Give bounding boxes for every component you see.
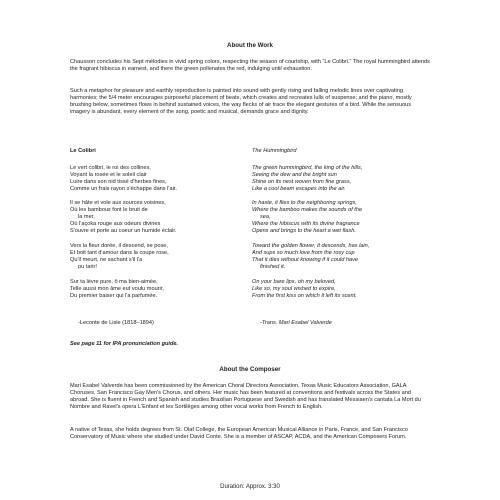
poem-english-title: The Hummingbird (252, 148, 297, 154)
poem-line: And sups so much love from the rosy cup (252, 250, 355, 257)
about-composer-paragraph-1: Mari Esabel Valverde has been commissioned by the American Choral Directors Association, Texas Music Educators Association, GALA Choruses, San Francisco Gay Men's Chorus, and others. Her music has been featured at conventions and festivals across the States and abroad. She is fluent in French and Spanish and studies Brazilian Portuguese and Swedish and has translated Messiaen's cantata La Mort du Nombre and Ravel's opera L'Enfant et les Sortilèges among other vocal works from French to English. (70, 383, 421, 411)
poem-line: Sur ta lèvre pure, ô ma bien-aimée, (70, 279, 158, 285)
poem-line: Toward the golden flower, it descends, has lain, (252, 243, 370, 249)
about-composer-heading: About the Composer (219, 366, 281, 373)
poem-line: Comme un frais rayon s'échappe dans l'air. (70, 186, 177, 193)
poem-line: The green hummingbird, the king of the hills, (252, 165, 363, 171)
translator-credit: -Trans. Mari Esabel Valverde (260, 320, 332, 326)
poet-credit: -Leconte de Lisle (1818–1894) (78, 320, 154, 326)
document-page (70, 0, 430, 500)
poem-line: In haste, it flies to the neighboring springs, (252, 200, 357, 206)
about-work-paragraph-2: Such a metaphor for pleasure and earthly reproduction is painted into sound with gently rising and falling melodic lines over captivating harmonies; the 5/4 meter encourages purposeful placement of beats, which creates and recreates lulls of suspense; and the piano, mostly brushing below, sometimes flows in behind sustained voices, the way flecks of air trace the elegant gestures of a bird. While the sensuous imagery is abundant, every element of the song, poetic and musical, demands grace and dignity. (70, 88, 412, 116)
about-work-heading: About the Work (227, 42, 273, 49)
english-stanza-1 (252, 165, 430, 193)
about-composer-paragraph-2: A native of Texas, she holds degrees from St. Olaf College, the European American Musical Alliance in Paris, France, and San Francisco Conservatory of Music where she studied under David Conte. She is a member of ASCAP, ACDA, and the American Composers Forum. (70, 427, 408, 441)
duration-note: Duration: Approx. 3:30 (220, 484, 280, 490)
english-stanza-2 (252, 200, 430, 235)
poem-line: On your bare lips, oh my beloved, (252, 279, 336, 285)
french-stanza-1 (70, 165, 245, 193)
poem-line: Telle aussi mon âme eut voulu mourir, (70, 286, 164, 293)
poem-line: Le vert colibri, le roi des collines, (70, 165, 151, 171)
french-stanza-3 (70, 243, 245, 271)
poem-line: Qu'il meurt, ne sachant s'il l'a (70, 257, 143, 264)
poem-line: la mer, (78, 214, 95, 221)
poem-line: sea, (260, 214, 271, 221)
poem-line: Opens and brings to the heart a wet flash. (252, 228, 356, 235)
poem-line: That it dies without knowing if it could have (252, 257, 359, 264)
poem-line: Où les bambous font le bruit de (70, 207, 148, 214)
french-stanza-2 (70, 200, 245, 235)
poem-line: Et boit tant d'amour dans la coupe rose, (70, 250, 169, 257)
french-stanza-4 (70, 279, 245, 300)
poem-line: Where the bamboo makes the sounds of the (252, 207, 363, 214)
poem-line: Voyant la rosée et le soleil clair (70, 172, 147, 179)
poem-line: Vers la fleur dorée, il descend, se pose, (70, 243, 168, 249)
poem-line: pu tarir! (78, 264, 97, 271)
poem-line: Il se hâte et vole aux sources voisines, (70, 200, 166, 206)
poem-french-title: Le Colibri (70, 148, 96, 154)
poem-line: Where the hibiscus with its divine fragrance (252, 221, 360, 228)
poem-line: Shine on its nest woven from fine grass, (252, 179, 352, 186)
poem-line: From the first kiss on which it left its scent. (252, 293, 357, 300)
poem-line: Luire dans son nid tissé d'herbes fines, (70, 179, 167, 186)
poem-line: Seeing the dew and the bright sun (252, 172, 337, 179)
poem-line: finished it. (260, 264, 286, 271)
poem-line: Like so, my soul wished to expire, (252, 286, 336, 293)
poem-line: Du premier baiser qui l'a parfumée. (70, 293, 158, 300)
poem-line: Où l'açoka rouge aux odeurs divines (70, 221, 161, 228)
english-stanza-3 (252, 243, 430, 271)
ipa-guide-note: See page 11 for IPA pronunciation guide. (70, 341, 179, 347)
poem-line: S'ouvre et porte au coeur un humide éclair. (70, 228, 177, 235)
poem-line: Like a cool beam escapes into the air. (252, 186, 346, 193)
english-stanza-4 (252, 279, 430, 300)
about-work-paragraph-1: Chausson concludes his Sept mélodies in vivid spring colors, respecting the season of courtship, with “Le Colibri.” The royal hummingbird attends the fragrant hibiscus in earnest, and there the green pollenates the red, indulging until exhaustion. (70, 59, 430, 73)
